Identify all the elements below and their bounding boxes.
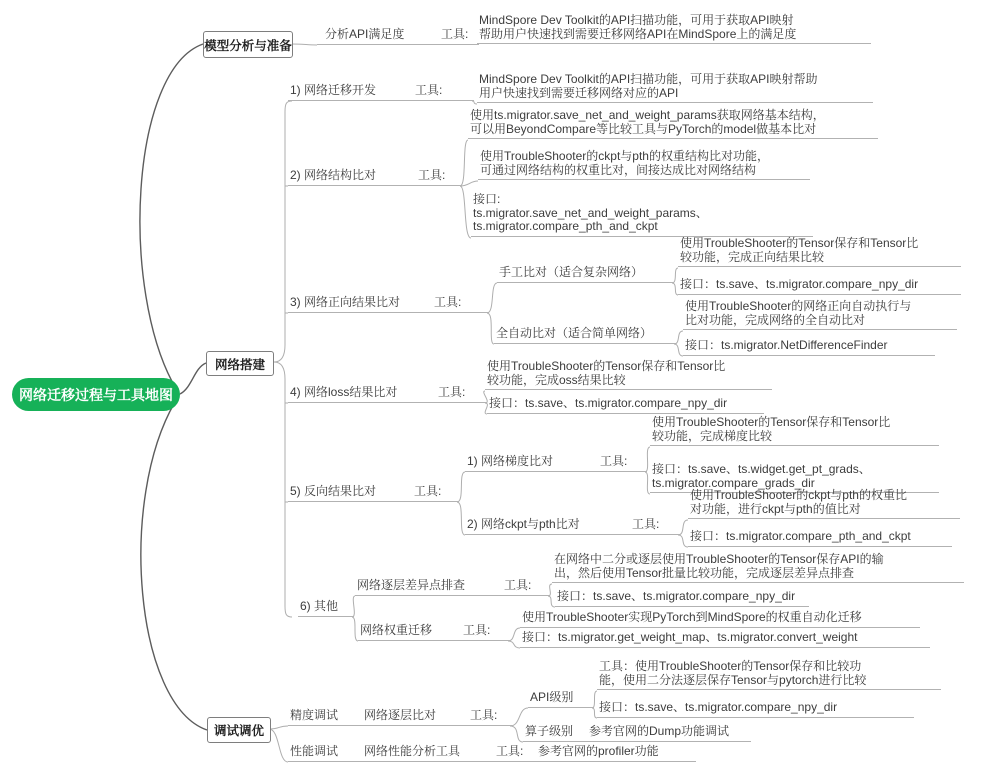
desc-layer-api[interactable]: 接口：ts.save、ts.migrator.compare_npy_dir	[555, 590, 809, 607]
desc-ckpt-api[interactable]: 接口：ts.migrator.compare_pth_and_ckpt	[688, 530, 952, 547]
tool-label-b1[interactable]: 工具:	[439, 28, 479, 45]
topic-backward-compare[interactable]: 5) 反向结果比对	[288, 485, 414, 502]
text-line: 使用ts.migrator.save_net_and_weight_params获取网络基本结构，	[470, 108, 825, 122]
topic-weight-migrate[interactable]: 网络权重迁移	[358, 624, 463, 641]
topic-structure-compare[interactable]: 2) 网络结构比对	[288, 169, 418, 186]
text-line: 能，使用二分法逐层保存Tensor与pytorch进行比较	[599, 672, 867, 687]
topic-layer-diff[interactable]: 网络逐层差异点排查	[355, 579, 504, 596]
desc-migrate-dev[interactable]	[477, 73, 873, 103]
text-line: 使用TroubleShooter的ckpt与pth的权重结构比对功能，	[480, 149, 769, 163]
text-line: 接口:	[473, 192, 501, 206]
text-line: MindSpore Dev Toolkit的API扫描功能，可用于获取API映射	[479, 13, 794, 27]
topic-ckpt-pth-compare[interactable]: 2) 网络ckpt与pth比对	[465, 518, 632, 535]
desc-loss[interactable]	[485, 360, 772, 390]
desc-loss-api[interactable]: 接口：ts.save、ts.migrator.compare_npy_dir	[487, 397, 764, 414]
text-line: 使用TroubleShooter的ckpt与pth的权重比	[690, 488, 907, 502]
tool-label-ckpt[interactable]: 工具:	[630, 518, 680, 535]
tool-label-layer[interactable]: 工具:	[502, 579, 550, 596]
text-line: ts.migrator.compare_grads_dir	[652, 475, 815, 490]
desc-structure-api[interactable]	[471, 193, 813, 237]
desc-api-level[interactable]	[597, 660, 941, 690]
topic-precision-debug[interactable]: 精度调试	[288, 709, 364, 726]
branch-debug[interactable]: 调试调优	[207, 717, 271, 743]
topic-performance-debug[interactable]: 性能调试	[288, 745, 364, 762]
tool-label-c5[interactable]: 工具:	[412, 485, 459, 502]
desc-analyze-api[interactable]	[477, 14, 871, 44]
tool-label-c4[interactable]: 工具:	[436, 386, 487, 403]
branch-prepare[interactable]: 模型分析与准备	[203, 31, 293, 58]
text-line: 比对功能，完成网络的全自动比对	[685, 312, 866, 327]
tool-label-weight[interactable]: 工具:	[461, 624, 510, 641]
topic-perf-analyze-tool[interactable]: 网络性能分析工具	[362, 745, 496, 762]
topic-manual-compare[interactable]: 手工比对（适合复杂网络）	[497, 266, 674, 283]
tool-label-grad[interactable]: 工具:	[598, 455, 647, 472]
text-line: 使用TroubleShooter的Tensor保存和Tensor比	[652, 415, 891, 429]
desc-weight[interactable]: 使用TroubleShooter实现PyTorch到MindSpore的权重自动化迁移	[520, 611, 920, 628]
text-line: 可通过网络结构的权重比对，间接达成比对网络结构	[480, 162, 757, 177]
tool-label-c1[interactable]: 工具:	[413, 84, 474, 101]
topic-analyze-api[interactable]: 分析API满足度	[317, 28, 445, 45]
topic-op-level[interactable]: 算子级别	[523, 725, 589, 742]
text-line: 出，然后使用Tensor批量比较功能，完成逐层差异点排查	[554, 565, 855, 580]
text-line: ts.migrator.save_net_and_weight_params、	[473, 205, 708, 220]
text-line: 在网络中二分或逐层使用TroubleShooter的Tensor保存API的输	[554, 552, 884, 566]
tool-label-prec[interactable]: 工具:	[468, 709, 512, 726]
text-line: 工具：使用TroubleShooter的Tensor保存和比较功	[599, 659, 862, 673]
topic-loss-compare[interactable]: 4) 网络loss结果比对	[288, 386, 438, 403]
desc-manual-api[interactable]: 接口：ts.save、ts.migrator.compare_npy_dir	[678, 278, 961, 295]
desc-auto[interactable]	[683, 300, 957, 330]
desc-api-level-api[interactable]: 接口：ts.save、ts.migrator.compare_npy_dir	[597, 701, 914, 718]
text-line: ts.migrator.compare_pth_and_ckpt	[473, 219, 658, 233]
text-line: 使用TroubleShooter的网络正向自动执行与	[685, 299, 912, 313]
text-line: 较功能，完成梯度比较	[652, 428, 773, 443]
text-line: 接口：ts.save、ts.widget.get_pt_grads、	[652, 462, 871, 476]
desc-op-level[interactable]: 参考官网的Dump功能调试	[587, 725, 751, 742]
desc-perf[interactable]: 参考官网的profiler功能	[536, 745, 696, 762]
topic-layer-compare[interactable]: 网络逐层比对	[362, 709, 470, 726]
text-line: 使用TroubleShooter的Tensor保存和Tensor比	[487, 359, 726, 373]
desc-weight-api[interactable]: 接口：ts.migrator.get_weight_map、ts.migrator.convert_weight	[520, 631, 930, 648]
desc-layer[interactable]	[552, 553, 964, 583]
desc-grad[interactable]	[650, 416, 939, 446]
desc-auto-api[interactable]: 接口：ts.migrator.NetDifferenceFinder	[683, 339, 935, 356]
text-line: 可以用BeyondCompare等比较工具与PyTorch的model做基本比对	[470, 121, 817, 136]
text-line: 使用TroubleShooter的Tensor保存和Tensor比	[680, 236, 919, 250]
root-topic[interactable]: 网络迁移过程与工具地图	[12, 378, 180, 411]
topic-api-level[interactable]: API级别	[528, 691, 594, 708]
text-line: 较功能，完成正向结果比较	[680, 249, 825, 264]
branch-build[interactable]: 网络搭建	[206, 351, 274, 376]
topic-migrate-dev[interactable]: 1) 网络迁移开发	[288, 84, 415, 101]
text-line: MindSpore Dev Toolkit的API扫描功能，可用于获取API映射帮助	[479, 72, 818, 86]
tool-label-c3[interactable]: 工具:	[432, 296, 489, 313]
topic-other[interactable]: 6) 其他	[298, 600, 354, 617]
desc-manual[interactable]	[678, 237, 961, 267]
text-line: 帮助用户快速找到需要迁移网络API在MindSpore上的满足度	[479, 26, 797, 41]
tool-label-perf[interactable]: 工具:	[494, 745, 538, 762]
desc-ckpt[interactable]	[688, 489, 960, 519]
desc-structure-b[interactable]	[478, 150, 810, 180]
topic-grad-compare[interactable]: 1) 网络梯度比对	[465, 455, 600, 472]
desc-structure-a[interactable]	[468, 109, 878, 139]
topic-auto-compare[interactable]: 全自动比对（适合简单网络）	[494, 327, 676, 344]
topic-forward-compare[interactable]: 3) 网络正向结果比对	[288, 296, 434, 313]
text-line: 对功能，进行ckpt与pth的值比对	[690, 501, 861, 516]
text-line: 用户快速找到需要迁移网络对应的API	[479, 85, 679, 100]
text-line: 较功能，完成oss结果比较	[487, 372, 626, 387]
tool-label-c2[interactable]: 工具:	[416, 169, 462, 186]
